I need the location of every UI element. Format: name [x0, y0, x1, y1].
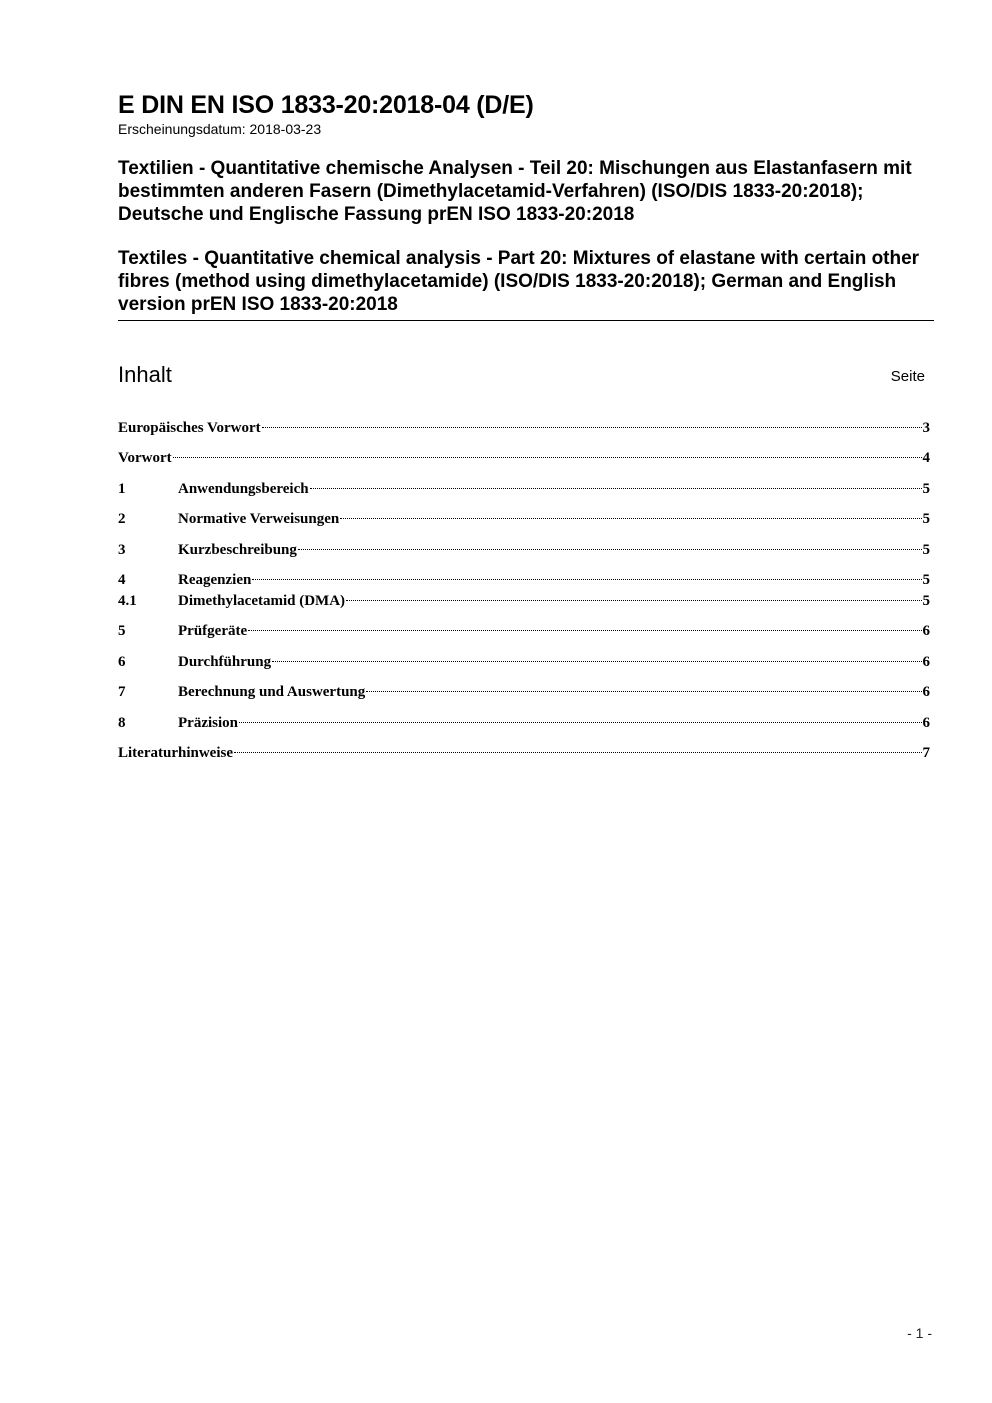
- toc-entry[interactable]: [118, 682, 930, 702]
- toc-entry-title: Dimethylacetamid (DMA): [178, 593, 346, 609]
- publication-date: Erscheinungsdatum: 2018-03-23: [118, 121, 322, 137]
- toc-dot-leader: [366, 691, 921, 692]
- toc-entry-page: 3: [922, 420, 930, 436]
- toc-entry[interactable]: [118, 479, 930, 499]
- toc-dot-leader: [272, 661, 921, 662]
- toc-dot-leader: [340, 518, 921, 519]
- toc-dot-leader: [262, 427, 922, 428]
- toc-entry-title: Anwendungsbereich: [178, 481, 309, 497]
- toc-entry-title: Präzision: [178, 715, 238, 731]
- toc-entry[interactable]: [118, 540, 930, 560]
- header-divider: [118, 320, 934, 321]
- toc-dot-leader: [239, 722, 922, 723]
- document-header: [118, 90, 934, 316]
- toc-dot-leader: [310, 488, 922, 489]
- toc-entry[interactable]: [118, 448, 930, 468]
- toc-entry-number: 4.1: [118, 593, 137, 609]
- toc-entry-title: Europäisches Vorwort: [118, 420, 261, 436]
- toc-entry-number: 5: [118, 623, 126, 639]
- toc-entry-title: Prüfgeräte: [178, 623, 248, 639]
- toc-entry[interactable]: [118, 621, 930, 641]
- toc-entry-page: 6: [922, 654, 930, 670]
- toc-entry-title: Berechnung und Auswertung: [178, 684, 366, 700]
- toc-heading: Inhalt: [118, 362, 172, 387]
- toc-entry[interactable]: [118, 743, 930, 763]
- toc-entry[interactable]: [118, 591, 930, 611]
- title-english: Textiles - Quantitative chemical analysis - Part 20: Mixtures of elastane with certain other fibres (method using dimethylacetamide) (ISO/DIS 1833-20:2018); German and English version prEN ISO 1833-20:2018: [118, 248, 920, 315]
- title-german: Textilien - Quantitative chemische Analysen - Teil 20: Mischungen aus Elastanfasern mit bestimmten anderen Fasern (Dimethylacetamid-Verfahren) (ISO/DIS 1833-20:2018); Deutsche und Englische Fassung prEN ISO 1833-20:2018: [118, 158, 912, 225]
- toc-dot-leader: [248, 630, 921, 631]
- toc-entry-number: 4: [118, 572, 126, 588]
- toc-entry-page: 7: [922, 745, 930, 761]
- toc-dot-leader: [298, 549, 922, 550]
- toc-entry-page: 6: [922, 684, 930, 700]
- toc-entry-page: 5: [922, 572, 930, 588]
- toc-entry-title: Normative Verweisungen: [178, 511, 340, 527]
- page-number: - 1 -: [907, 1325, 932, 1341]
- toc-entry-page: 5: [922, 593, 930, 609]
- toc-entry-number: 2: [118, 511, 126, 527]
- toc-entry-number: 8: [118, 715, 126, 731]
- toc-entry-title: Reagenzien: [178, 572, 252, 588]
- toc-entry-page: 4: [922, 450, 930, 466]
- toc-entry-number: 7: [118, 684, 126, 700]
- toc-entry[interactable]: [118, 509, 930, 529]
- toc-entry[interactable]: [118, 652, 930, 672]
- toc-entry-page: 6: [922, 623, 930, 639]
- toc-dot-leader: [173, 457, 922, 458]
- toc-entry[interactable]: [118, 418, 930, 438]
- toc-entry-number: 6: [118, 654, 126, 670]
- document-id: E DIN EN ISO 1833-20:2018-04 (D/E): [118, 91, 534, 119]
- toc-entry[interactable]: [118, 713, 930, 733]
- toc-entry-title: Durchführung: [178, 654, 272, 670]
- toc-dot-leader: [346, 600, 921, 601]
- toc-entry-title: Vorwort: [118, 450, 172, 466]
- toc-dot-leader: [252, 579, 921, 580]
- toc-entry-page: 5: [922, 481, 930, 497]
- toc-entry-page: 6: [922, 715, 930, 731]
- toc-entry-page: 5: [922, 542, 930, 558]
- toc-entry-title: Kurzbeschreibung: [178, 542, 297, 558]
- toc-entry-page: 5: [922, 511, 930, 527]
- toc-entry-number: 1: [118, 481, 126, 497]
- toc-entry-title: Literaturhinweise: [118, 745, 233, 761]
- toc-page-column-heading: Seite: [890, 368, 925, 385]
- toc-entry-number: 3: [118, 542, 126, 558]
- toc-dot-leader: [234, 752, 922, 753]
- toc-entry[interactable]: [118, 570, 930, 590]
